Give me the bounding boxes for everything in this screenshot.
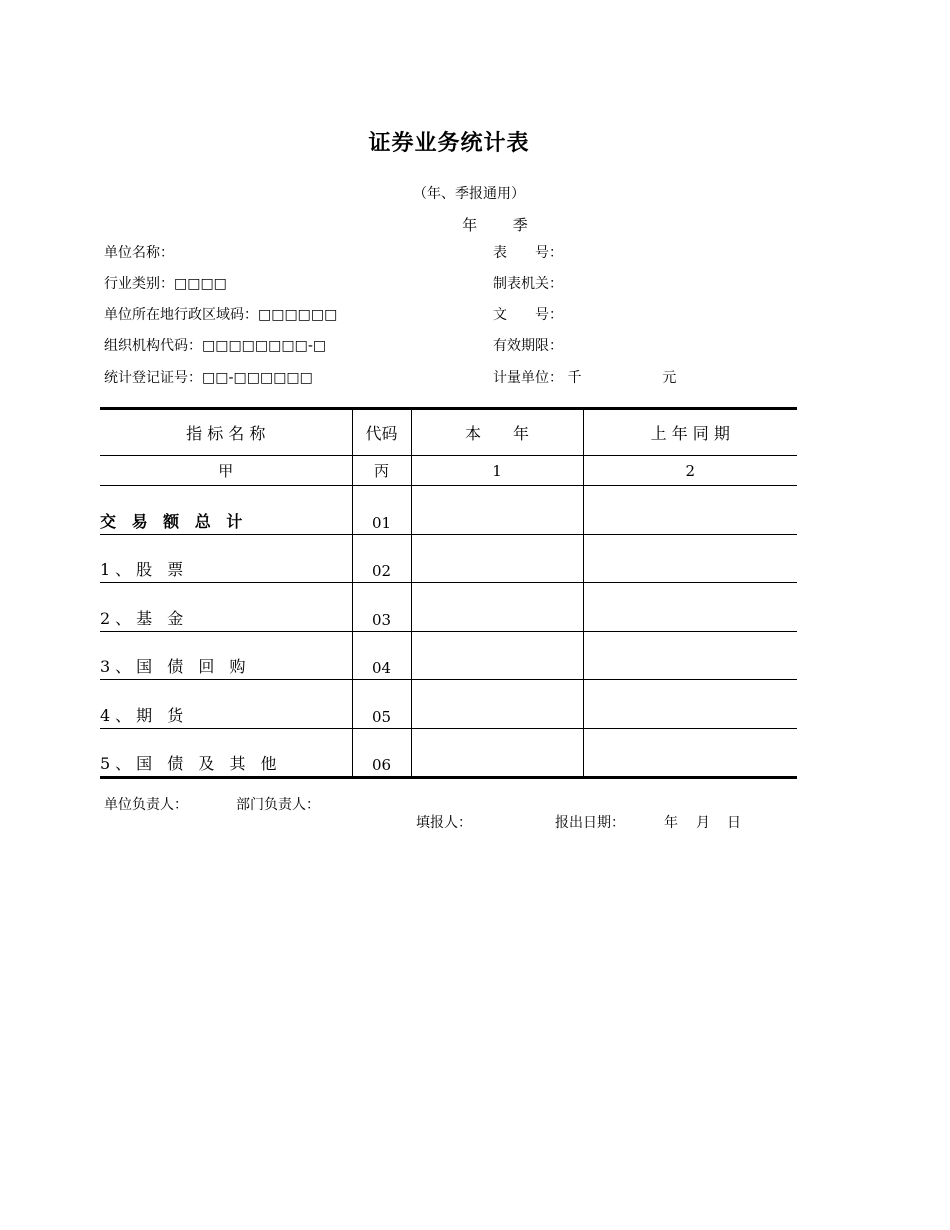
table-header-row: [100, 409, 797, 456]
row-previous-value[interactable]: [583, 631, 797, 680]
table-row: [100, 680, 797, 729]
info-doc-number-label: 文 号：: [493, 307, 563, 323]
row-name: 交 易 额 总 计: [100, 486, 352, 535]
row-code: 02: [352, 534, 411, 583]
statistics-table: [100, 407, 797, 779]
info-unit-name-label: 单位名称：: [104, 245, 174, 261]
row-code: 03: [352, 583, 411, 632]
label-2: 2: [583, 456, 797, 486]
row-current-value[interactable]: [411, 631, 583, 680]
label-1: 1: [411, 456, 583, 486]
row-current-value[interactable]: [411, 583, 583, 632]
row-previous-value[interactable]: [583, 680, 797, 729]
info-doc-number: [493, 304, 563, 324]
row-previous-value[interactable]: [583, 486, 797, 535]
period-year: 年: [462, 216, 478, 234]
row-current-value[interactable]: [411, 680, 583, 729]
report-period: [0, 214, 950, 235]
info-form-number-label: 表 号：: [493, 245, 563, 261]
info-unit-name: [104, 242, 174, 262]
table-label-row: [100, 456, 797, 486]
footer-dept-head: 部门负责人：: [236, 797, 320, 813]
info-issuer: [493, 273, 563, 293]
row-name: 3、国 债 回 购: [100, 631, 352, 680]
info-form-number: [493, 242, 563, 262]
row-code: 05: [352, 680, 411, 729]
info-region-code-value: □□□□□□: [258, 307, 338, 323]
info-issuer-label: 制表机关：: [493, 276, 563, 292]
info-unit-label: 计量单位：: [493, 370, 563, 386]
info-org-code: [104, 335, 326, 355]
info-stat-reg: [104, 367, 313, 387]
info-industry: [104, 273, 227, 293]
form-title: 证券业务统计表: [368, 131, 530, 156]
header-current-year: 本 年: [411, 409, 583, 456]
header-previous-period: 上 年 同 期: [583, 409, 797, 456]
row-name: 5、国 债 及 其 他: [100, 728, 352, 778]
footer-date-month: 月: [696, 815, 710, 831]
form-subtitle: （年、季报通用）: [413, 186, 525, 202]
period-quarter: 季: [512, 216, 528, 234]
row-current-value[interactable]: [411, 534, 583, 583]
label-jia: 甲: [100, 456, 352, 486]
footer-filler: 填报人：: [416, 815, 472, 831]
info-validity-label: 有效期限：: [493, 338, 563, 354]
info-stat-reg-value: □□-□□□□□□: [202, 370, 313, 386]
row-code: 01: [352, 486, 411, 535]
info-org-code-label: 组织机构代码：: [104, 338, 202, 354]
row-previous-value[interactable]: [583, 728, 797, 778]
footer-unit-head: 单位负责人：: [104, 797, 188, 813]
table-row: [100, 728, 797, 778]
row-code: 04: [352, 631, 411, 680]
footer-date-year: 年: [664, 815, 678, 831]
header-indicator-name: 指 标 名 称: [100, 409, 352, 456]
info-org-code-value: □□□□□□□□-□: [202, 338, 327, 354]
info-region-code-label: 单位所在地行政区域码：: [104, 307, 258, 323]
table-row: [100, 631, 797, 680]
row-previous-value[interactable]: [583, 534, 797, 583]
row-current-value[interactable]: [411, 728, 583, 778]
row-code: 06: [352, 728, 411, 778]
table-row: [100, 583, 797, 632]
table-row: [100, 486, 797, 535]
row-name: 2、基 金: [100, 583, 352, 632]
info-industry-value: □□□□: [174, 276, 227, 292]
info-unit-value2: 元: [662, 370, 677, 386]
info-unit: [493, 367, 676, 387]
row-name: 1、股 票: [100, 534, 352, 583]
row-current-value[interactable]: [411, 486, 583, 535]
info-stat-reg-label: 统计登记证号：: [104, 370, 202, 386]
info-region-code: [104, 304, 337, 324]
label-bing: 丙: [352, 456, 411, 486]
row-previous-value[interactable]: [583, 583, 797, 632]
row-name: 4、期 货: [100, 680, 352, 729]
info-industry-label: 行业类别：: [104, 276, 174, 292]
table-row: [100, 534, 797, 583]
footer-date-day: 日: [727, 815, 741, 831]
info-validity: [493, 335, 563, 355]
header-code: 代码: [352, 409, 411, 456]
info-unit-value: 千: [567, 370, 582, 386]
footer-report-date: 报出日期：: [555, 815, 625, 831]
